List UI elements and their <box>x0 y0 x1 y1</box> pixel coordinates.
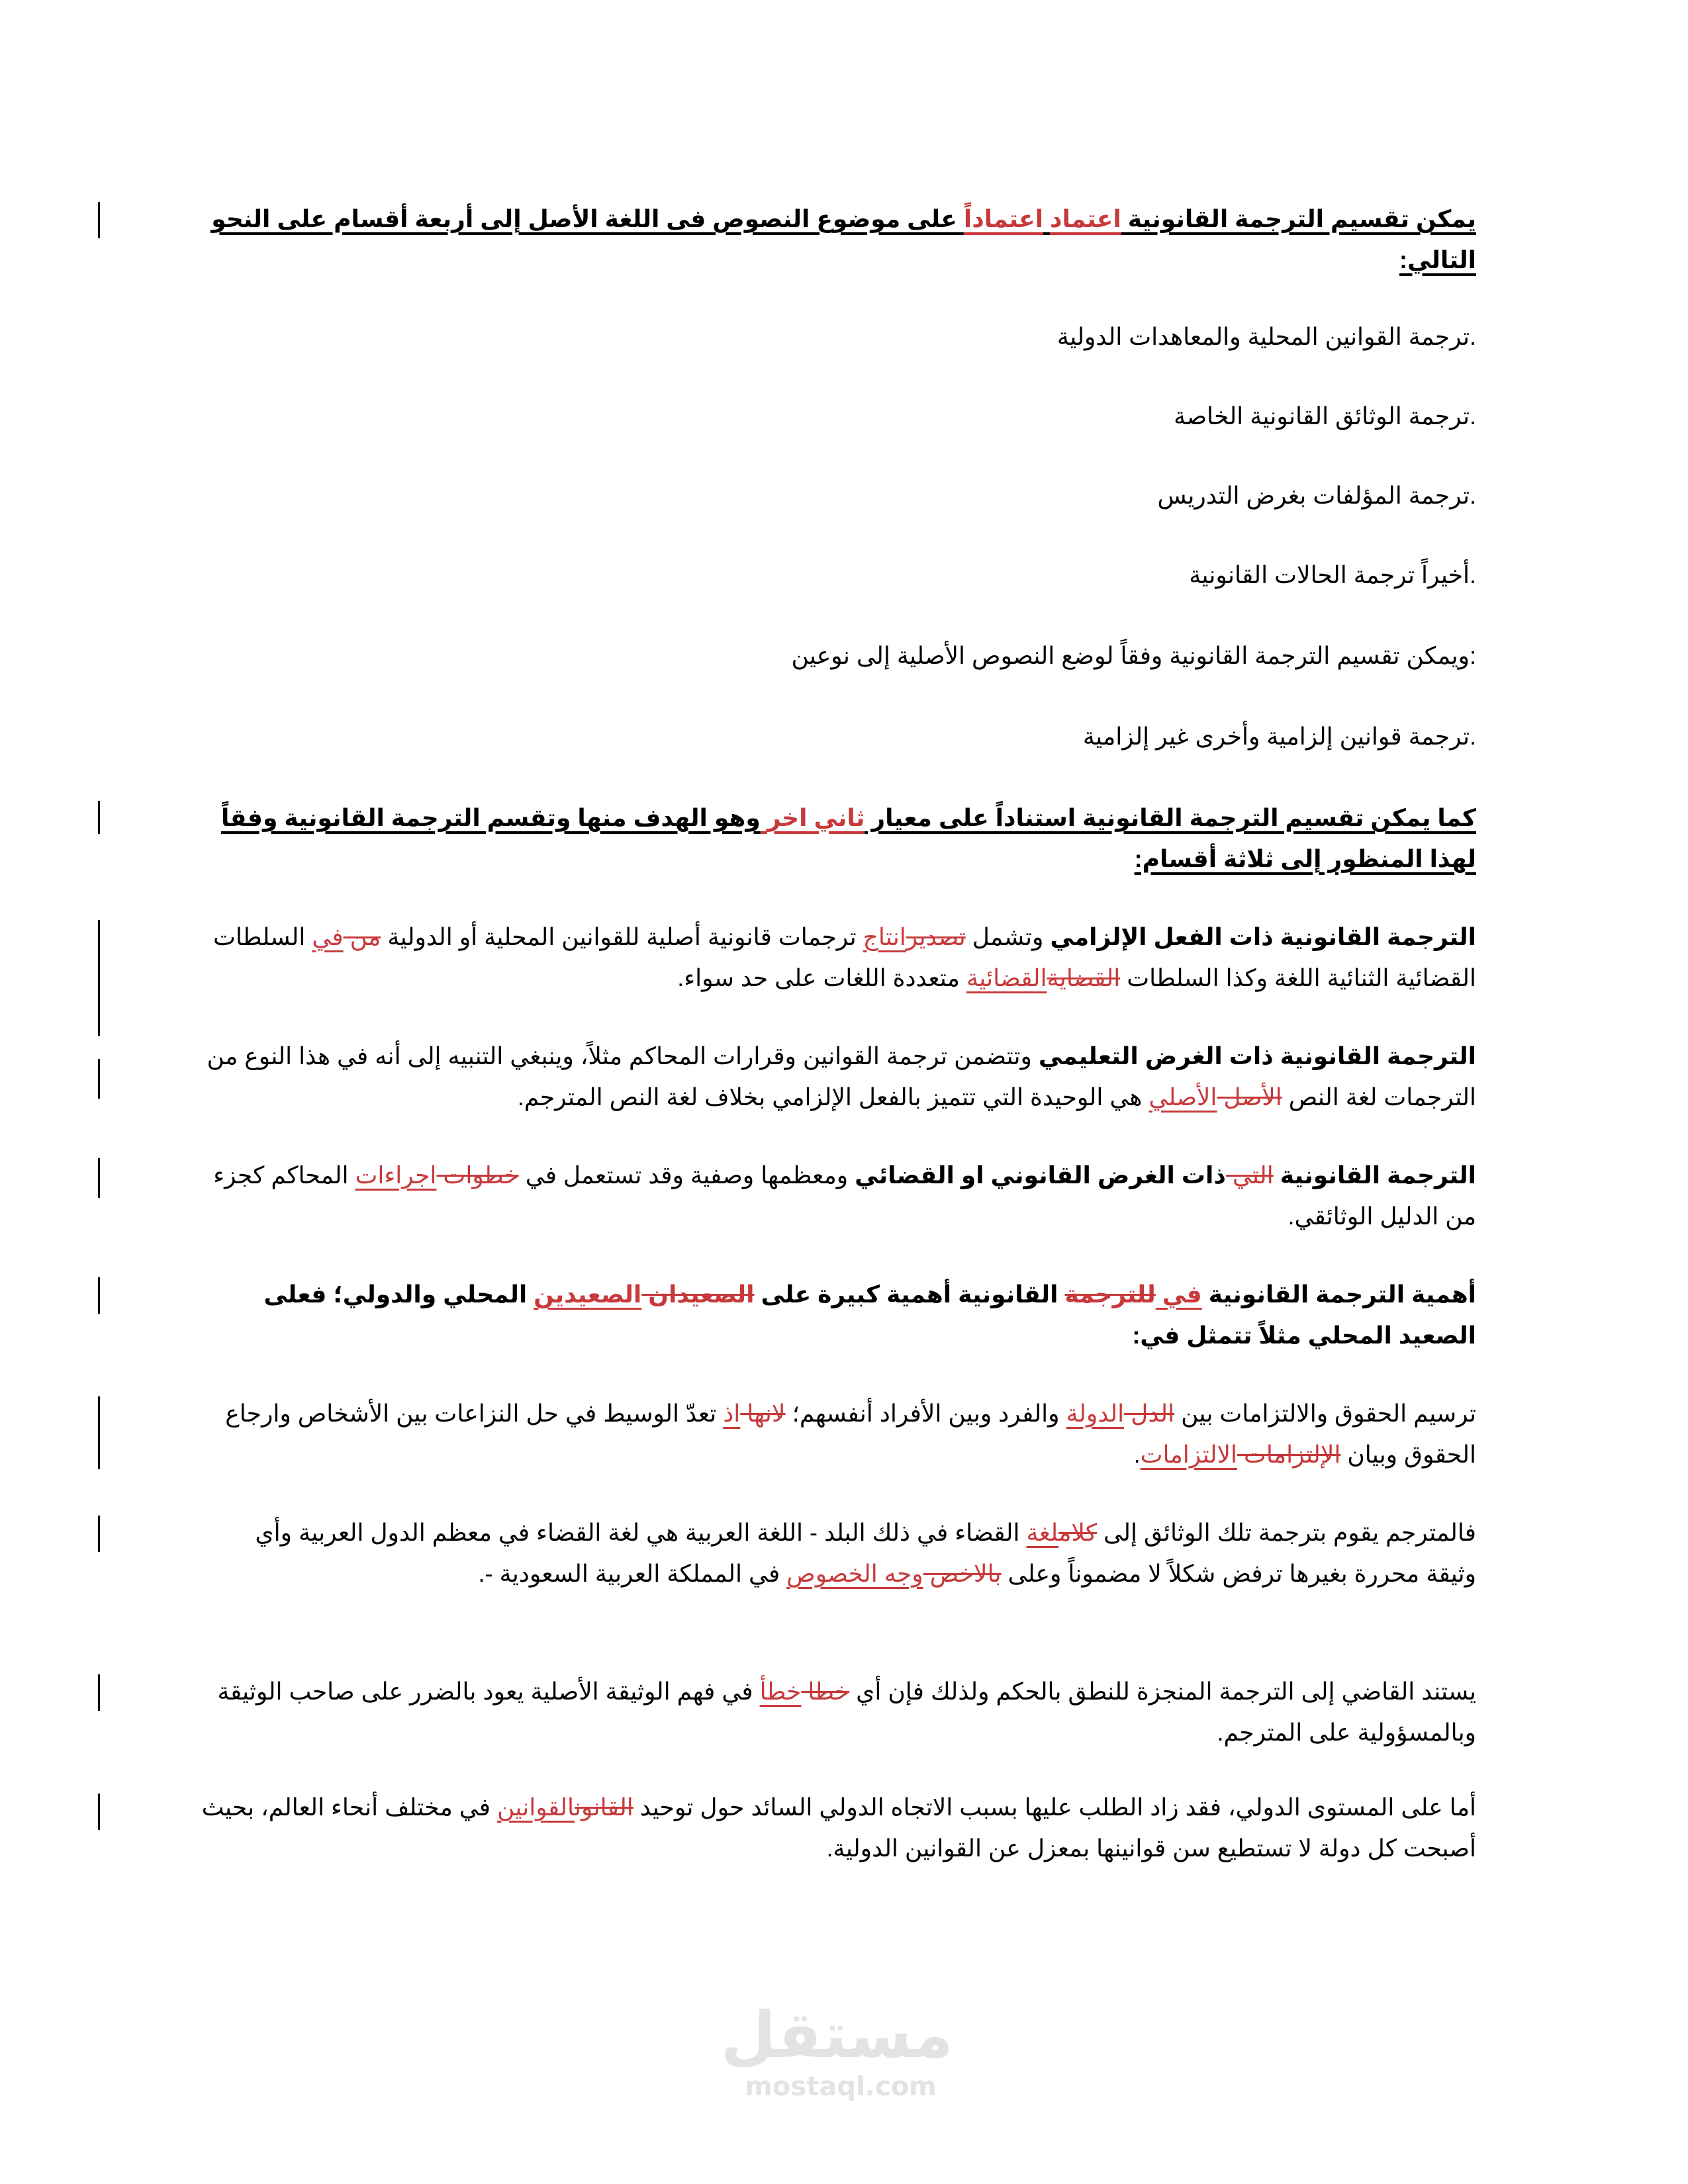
tracked-deletion: القضاية <box>1047 964 1121 991</box>
paragraph <box>199 1274 1476 1356</box>
tracked-deletion: التي <box>1225 1161 1274 1189</box>
text-run: متعددة اللغات على حد سواء. <box>677 964 966 991</box>
tracked-deletion: اعتماد <box>1049 205 1121 232</box>
tracked-deletion: بالاخص <box>923 1560 1002 1587</box>
tracked-insertion: اجراءات <box>355 1161 437 1189</box>
text-run: وهو الهدف منها وتقسم الترجمة القانونية وفقاً لهذا المنظور إلى ثلاثة أقسام: <box>221 804 1476 872</box>
tracked-deletion: من <box>343 923 381 950</box>
tracked-insertion: الدولة <box>1066 1400 1125 1427</box>
paragraph <box>199 635 1476 676</box>
text-run: . <box>1133 1441 1141 1468</box>
tracked-insertion: القضائية <box>966 964 1047 991</box>
tracked-insertion: وجه الخصوص <box>786 1560 923 1587</box>
change-bar <box>98 202 100 238</box>
text-run: كما يمكن تقسيم الترجمة القانونية استناداً على معيار <box>865 804 1476 831</box>
paragraph <box>199 199 1476 281</box>
paragraph <box>199 797 1476 880</box>
paragraph <box>199 1393 1476 1475</box>
change-bar <box>98 1674 100 1711</box>
change-bar <box>98 1059 100 1099</box>
text-run: في فهم الوثيقة الأصلية يعود بالضرر على صاحب الوثيقة وبالمسؤولية على المترجم. <box>217 1678 1476 1746</box>
text-run: .ترجمة الوثائق القانونية الخاصة <box>1174 402 1476 430</box>
tracked-insertion: القوانين <box>496 1794 575 1821</box>
text-run: .أخيراً ترجمة الحالات القانونية <box>1189 561 1476 588</box>
paragraph <box>199 475 1476 516</box>
change-bar <box>98 1158 100 1198</box>
text-run <box>1043 205 1050 232</box>
tracked-insertion: اعتماداً <box>963 205 1043 232</box>
change-bar <box>98 801 100 834</box>
paragraph <box>199 716 1476 757</box>
tracked-insertion: لغة <box>1026 1519 1059 1546</box>
tracked-deletion <box>761 804 767 831</box>
paragraph <box>199 1512 1476 1594</box>
tracked-insertion: اذ <box>723 1400 741 1427</box>
paragraph <box>199 396 1476 437</box>
tracked-deletion: تصدير <box>906 923 966 950</box>
tracked-insertion: ثاني اخر <box>767 804 865 831</box>
text-run: :ويمكن تقسيم الترجمة القانونية وفقاً لوضع النصوص الأصلية إلى نوعين <box>791 642 1476 669</box>
watermark-latin: mostaql.com <box>745 2071 937 2102</box>
text-run: .ترجمة قوانين إلزامية وأخرى غير إلزامية <box>1082 723 1476 750</box>
tracked-deletion: القانون <box>575 1794 633 1821</box>
tracked-deletion: الأصل <box>1217 1083 1282 1111</box>
tracked-insertion: في <box>312 923 344 950</box>
text-run: السلطات القضائية الثنائية اللغة وكذا السلطات <box>213 923 1476 991</box>
text-run: في المملكة العربية السعودية -. <box>478 1560 787 1587</box>
tracked-deletion: خطوات <box>436 1161 519 1189</box>
watermark-arabic: مستقل <box>720 1998 953 2072</box>
text-run: .ترجمة القوانين المحلية والمعاهدات الدولية <box>1056 323 1476 350</box>
paragraph <box>199 1155 1476 1237</box>
text-run: وتشمل <box>965 923 1051 950</box>
text-run: ذات الغرض القانوني او القضائي <box>855 1161 1226 1189</box>
text-run: الترجمة القانونية ذات الفعل الإلزامي <box>1050 923 1476 950</box>
text-run: على موضوع النصوص فى اللغة الأصل إلى أربعة أقسام على النحو التالي: <box>211 205 1476 273</box>
paragraph <box>199 1671 1476 1753</box>
tracked-insertion: في <box>1155 1281 1202 1308</box>
tracked-deletion: الصعيدان <box>641 1281 755 1308</box>
paragraph <box>199 1787 1476 1869</box>
text-run: القانونية أهمية كبيرة على <box>754 1281 1065 1308</box>
text-run: تعدّ الوسيط في حل النزاعات بين الأشخاص وارجاع الحقوق وبيان <box>225 1400 1476 1468</box>
text-run: يستند القاضي إلى الترجمة المنجزة للنطق بالحكم ولذلك فإن أي <box>849 1678 1476 1705</box>
change-bar <box>98 1794 100 1830</box>
text-run: أما على المستوى الدولي، فقد زاد الطلب عليها بسبب الاتجاه الدولي السائد حول توحيد <box>633 1794 1476 1821</box>
text-run: القضاء في ذلك البلد - اللغة العربية هي لغة القضاء في معظم الدول العربية وأي وثيقة محررة بغيرها ترفض شكلاً لا مضموناً وعلى <box>255 1519 1476 1587</box>
tracked-insertion: الأصلي <box>1149 1083 1217 1111</box>
tracked-deletion: خطا <box>801 1678 850 1705</box>
change-bar <box>98 920 100 1036</box>
text-run: في مختلف أنحاء العالم، بحيث أصبحت كل دولة لا تستطيع سن قوانينها بمعزل عن القوانين الدولية. <box>201 1794 1476 1862</box>
tracked-insertion: الصعيدين <box>534 1281 642 1308</box>
tracked-insertion: خطأ <box>759 1678 802 1705</box>
change-bar <box>98 1396 100 1469</box>
paragraph <box>199 316 1476 357</box>
tracked-deletion: كلام <box>1058 1519 1097 1546</box>
mostaql-watermark <box>720 1998 953 2102</box>
text-run: ترجمات قانونية أصلية للقوانين المحلية أو الدولية <box>381 923 863 950</box>
text-run: .ترجمة المؤلفات بغرض التدريس <box>1157 482 1476 509</box>
change-bar <box>98 1516 100 1552</box>
tracked-insertion: انتاج <box>863 923 906 950</box>
text-run: ترسيم الحقوق والالتزامات بين <box>1174 1400 1476 1427</box>
text-run: يمكن تقسيم الترجمة القانونية <box>1121 205 1476 232</box>
text-run: هي الوحيدة التي تتميز بالفعل الإلزامي بخلاف لغة النص المترجم. <box>517 1083 1149 1111</box>
text-run: أهمية الترجمة القانونية <box>1201 1281 1476 1308</box>
text-run: ومعظمها وصفية وقد تستعمل في <box>518 1161 855 1189</box>
tracked-deletion: لانها <box>740 1400 786 1427</box>
tracked-deletion: للترجمة <box>1064 1281 1156 1308</box>
text-run: المحاكم كجزء من الدليل الوثائقي. <box>213 1161 1476 1230</box>
paragraph <box>199 917 1476 999</box>
text-run: وتتضمن ترجمة القوانين وقرارات المحاكم مثلاً، وينبغي التنبيه إلى أنه في هذا النوع من الترجمات لغة النص <box>207 1042 1476 1111</box>
text-run: المحلي والدولي؛ فعلى الصعيد المحلي مثلاً تتمثل في: <box>263 1281 1476 1349</box>
tracked-deletion: الدل <box>1124 1400 1175 1427</box>
tracked-deletion: الإلتزامات <box>1237 1441 1341 1468</box>
text-run: الترجمة القانونية <box>1273 1161 1476 1189</box>
text-run: فالمترجم يقوم بترجمة تلك الوثائق إلى <box>1097 1519 1476 1546</box>
tracked-insertion: الالتزامات <box>1140 1441 1237 1468</box>
text-run: والفرد وبين الأفراد أنفسهم؛ <box>785 1400 1066 1427</box>
change-bar <box>98 1277 100 1314</box>
text-run: الترجمة القانونية ذات الغرض التعليمي <box>1038 1042 1476 1069</box>
paragraph <box>199 555 1476 596</box>
paragraph <box>199 1036 1476 1118</box>
